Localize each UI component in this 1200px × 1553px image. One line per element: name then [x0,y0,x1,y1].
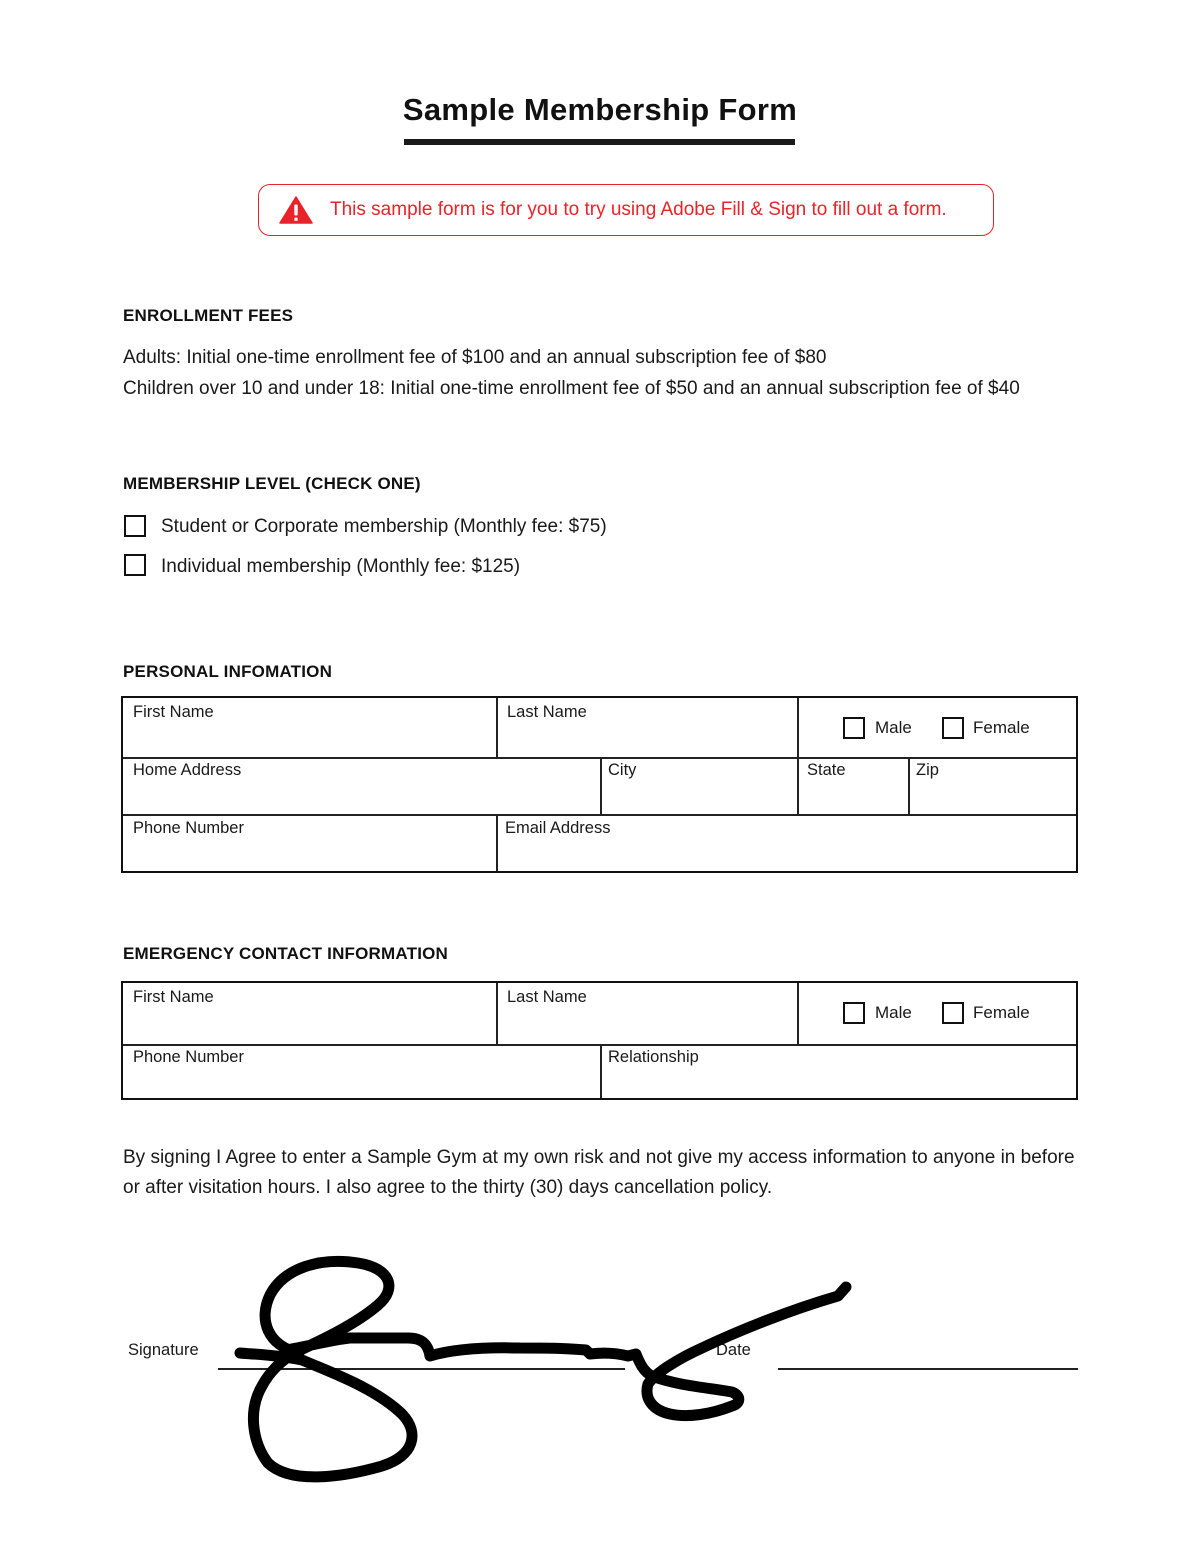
personal-heading: PERSONAL INFOMATION [123,662,333,681]
individual-label: Individual membership (Monthly fee: $125) [161,556,521,577]
female-label: Female [973,718,1030,737]
date-label: Date [716,1341,751,1359]
state-label: State [807,761,846,779]
signature-label: Signature [128,1341,199,1359]
phone-number-label: Phone Number [133,819,244,837]
enrollment-heading: ENROLLMENT FEES [123,306,294,325]
agreement-text-line-2: or after visitation hours. I also agree to the thirty (30) days cancellation policy. [123,1177,773,1198]
emergency-first-name-label: First Name [133,988,214,1006]
emergency-heading: EMERGENCY CONTACT INFORMATION [123,944,449,963]
emergency-last-name-label: Last Name [507,988,587,1006]
last-name-label: Last Name [507,703,587,721]
enrollment-adults-text: Adults: Initial one-time enrollment fee of $100 and an annual subscription fee of $80 [123,347,827,368]
first-name-label: First Name [133,703,214,721]
zip-label: Zip [916,761,939,779]
emergency-male-label: Male [875,1003,912,1022]
agreement-text-line-1: By signing I Agree to enter a Sample Gym at my own risk and not give my access information to anyone in before [123,1147,1075,1168]
home-address-label: Home Address [133,761,242,779]
notice-text: This sample form is for you to try using Adobe Fill & Sign to fill out a form. [330,199,947,220]
emergency-female-label: Female [973,1003,1030,1022]
enrollment-children-text: Children over 10 and under 18: Initial one-time enrollment fee of $50 and an annual subscription fee of $40 [123,378,1020,399]
city-label: City [608,761,637,779]
student-corporate-label: Student or Corporate membership (Monthly fee: $75) [161,516,607,537]
emergency-phone-label: Phone Number [133,1048,244,1066]
email-address-label: Email Address [505,819,611,837]
page-title: Sample Membership Form [402,92,798,127]
membership-heading: MEMBERSHIP LEVEL (CHECK ONE) [123,474,421,493]
male-label: Male [875,718,912,737]
relationship-label: Relationship [608,1048,699,1066]
